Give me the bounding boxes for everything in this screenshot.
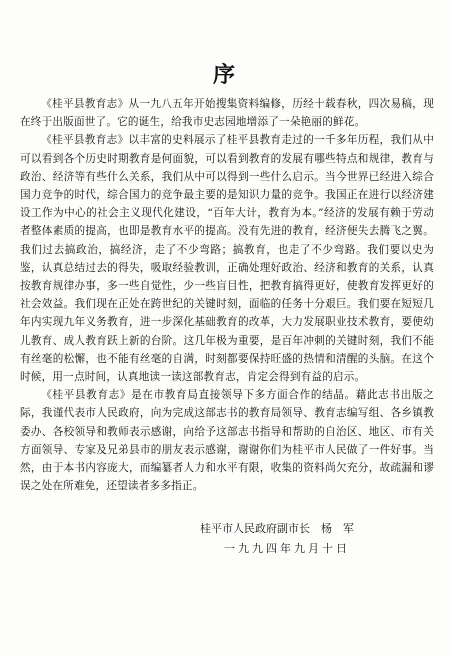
paragraph-3: 《桂平县教育志》是在市教育局直接领导下多方面合作的结晶。藉此志书出版之际，我谨代表市人民政府，向为完成这部志书的教育局领导、教育志编写组、各乡镇教委办、各校领导和教师表示感谢，向给予这部志书指导和帮助的自治区、地区、市有关方面领导、专家及兄弟县市的朋友表示感谢，谢谢你们为桂平市人民做了一件好事。当然，由于本书内容庞大，而编纂者人力和水平有限，收集的资料尚欠充分，故疏漏和谬误之处在所难免，还望读者多多指正。 xyxy=(20,389,434,493)
signature-date: 一九九四年九月十日 xyxy=(224,542,350,555)
page-title: 序 xyxy=(212,62,237,88)
signature-author: 桂平市人民政府副市长 杨 军 xyxy=(200,522,354,535)
paragraph-2: 《桂平县教育志》以丰富的史料展示了桂平县教育走过的一千多年历程，我们从中可以看到各个历史时期教育是何面貌，可以看到教育的发展有哪些特点和规律，教育与政治、经济等有些什么关系，我们从中可以得到一些什么启示。当今世界已经进入综合国力竞争的时代，综合国力的竞争最主要的是知识力量的竞争。我国正在进行以经济建设工作为中心的社会主义现代化建设，“百年大计，教育为本。”经济的发展有赖于劳动者整体素质的提高，也即是教育水平的提高。没有先进的教育，经济便失去腾飞之翼。我们过去搞政治，搞经济，走了不少弯路；搞教育，也走了不少弯路。我们要以史为鉴，认真总结过去的得失，吸取经验教训，正确处理好政治、经济和教育的关系，认真按教育规律办事，多一些自觉性，少一些盲目性，把教育搞得更好，使教育发挥更好的社会效益。我们现在正处在跨世纪的关键时刻，面临的任务十分艰巨。我们要在短短几年内实现九年义务教育，进一步深化基础教育的改革，大力发展职业技术教育，要使幼儿教育、成人教育跃上新的台阶。这几年极为重要，是百年冲刺的关键时刻，我们不能有丝毫的松懈，也不能有丝毫的自满，时刻都要保持旺盛的热情和清醒的头脑。在这个时候，用一点时间，认真地读一读这部教育志，肯定会得到有益的启示。 xyxy=(20,134,434,384)
paragraph-1: 《桂平县教育志》从一九八五年开始搜集资料编修，历经十载春秋，四次易稿，现在终于出版面世了。它的诞生，给我市史志园地增添了一朵艳丽的鲜花。 xyxy=(20,98,434,129)
preface-body xyxy=(20,95,434,495)
signature-block xyxy=(200,519,410,559)
